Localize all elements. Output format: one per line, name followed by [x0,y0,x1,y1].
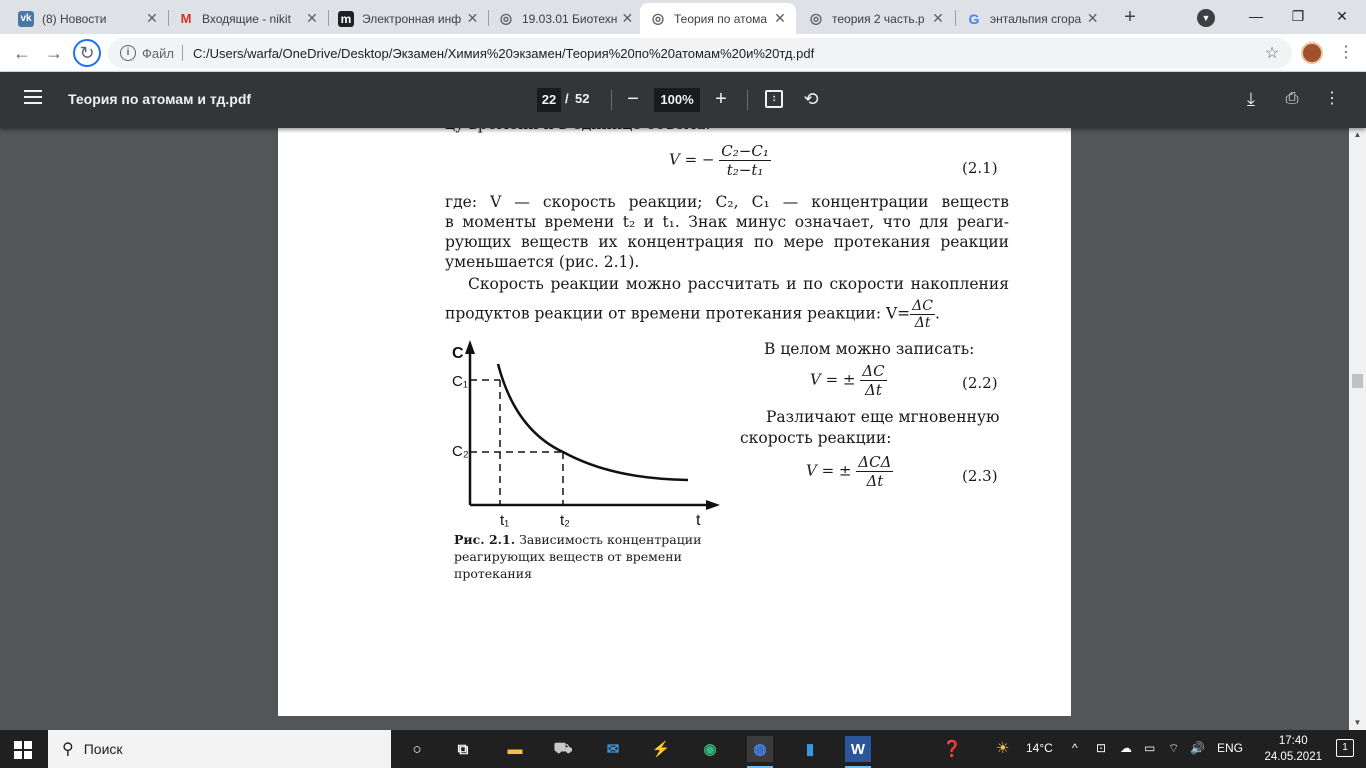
equation-number: (2.3) [962,467,998,485]
t2-label: t₂ [560,512,570,529]
equation-number: (2.2) [962,374,998,392]
page-total: 52 [575,91,590,106]
close-tab-icon[interactable]: ✕ [1086,10,1099,26]
tab-title: теория 2 часть.p [832,11,925,26]
battery-icon[interactable]: ▭ [1144,741,1156,755]
date: 24.05.2021 [1264,751,1322,763]
weather-temp[interactable]: 14°C [1026,741,1053,755]
caption-bold: Рис. 2.1. [454,532,516,547]
denominator: t₂−t₁ [726,161,764,179]
text-line: скорость реакции: [740,429,892,447]
denominator: Δt [865,381,882,399]
toolbar-divider [611,90,612,110]
denominator: Δt [866,472,884,490]
close-window-button[interactable]: ✕ [1336,8,1348,24]
eq-lhs: V = ± [806,461,852,480]
scroll-thumb[interactable] [1352,374,1363,388]
tab-gmail[interactable] [168,3,328,34]
y-axis-label: C [452,345,464,362]
info-icon[interactable]: i [120,45,136,61]
google-icon: G [968,10,980,27]
tab-title: (8) Новости [42,11,107,26]
text-line: Различают еще мгновенную [766,408,1000,426]
print-icon[interactable]: ⎙ [1285,90,1299,107]
hamburger-menu-icon[interactable] [24,90,42,110]
close-tab-icon[interactable]: ✕ [774,10,786,26]
fit-page-icon[interactable]: ↕ [765,90,783,108]
close-tab-icon[interactable]: ✕ [932,10,944,26]
denominator: Δt [914,315,931,331]
profile-avatar[interactable] [1301,42,1323,64]
zoom-input[interactable]: 100% [654,88,700,112]
word-icon[interactable]: W [845,736,871,762]
app-icon[interactable]: ⚡ [651,741,671,758]
tab-title: Электронная инф [362,11,462,26]
chrome-icon[interactable]: ◍ [747,736,773,762]
download-icon[interactable]: ⤓ [1247,89,1255,109]
toolbar-divider [747,90,748,110]
m-icon: m [338,11,354,27]
clock[interactable] [1264,733,1322,765]
pdf-title: Теория по атомам и тд.pdf [68,91,252,107]
fraction [860,362,886,399]
numerator: ΔCΔ [858,453,892,471]
eq-lhs: V = ± [810,370,856,389]
scroll-down-arrow[interactable]: ▼ [1353,718,1362,727]
text-span: . [935,304,940,323]
tab-strip [0,0,1366,34]
pdf-viewer[interactable] [0,128,1366,730]
tab-biotech[interactable] [488,3,640,34]
close-tab-icon[interactable]: ✕ [306,10,318,26]
y-axis-arrow [465,340,475,354]
text-line: где: V — скорость реакции; C₂, C₁ — концентрации веществ [445,193,1009,211]
tab-title: 19.03.01 Биотехн [522,11,618,26]
task-view-icon[interactable]: ⧉ [457,740,469,758]
text-line: Скорость реакции можно рассчитать и по скорости накопления [468,275,1009,293]
text-line [445,298,940,331]
close-tab-icon[interactable]: ✕ [146,10,158,26]
back-button[interactable]: ← [13,43,31,63]
fraction [910,298,935,331]
tab-title: энтальпия сгора [990,11,1082,26]
text-line: уменьшается (рис. 2.1). [445,253,640,271]
vertical-scrollbar[interactable] [1349,128,1366,730]
equation-number: (2.1) [962,159,998,177]
chrome-menu-icon[interactable]: ⋮ [1338,44,1354,61]
url-text[interactable]: C:/Users/warfa/OneDrive/Desktop/Экзамен/Химия%20экзамен/Теория%20по%20атомам%20и%20тд.pdf [192,45,815,61]
caption-line: протекания [454,566,532,581]
tab-electronic[interactable] [328,3,488,34]
fraction [856,453,893,490]
search-placeholder: Поиск [83,741,123,757]
tab-search-icon[interactable]: ▼ [1197,9,1215,27]
text-span: продуктов реакции от времени протекания реакции: V= [445,304,911,323]
new-tab-button[interactable]: + [1124,6,1136,28]
caption-line: реагирующих веществ от времени [454,549,682,564]
globe-icon: ◎ [499,10,513,26]
text-line: В целом можно записать: [764,340,975,358]
numerator: C₂−C₁ [721,142,769,160]
page-number-input[interactable]: 22 [537,88,561,112]
address-bar[interactable] [108,38,1292,68]
language-indicator[interactable]: ENG [1217,741,1244,755]
phone-icon[interactable]: ▮ [805,741,815,758]
tab-vk-news[interactable] [8,3,168,34]
minimize-button[interactable]: — [1249,8,1263,24]
pdf-toolbar [0,72,1366,128]
rotate-icon[interactable]: ⟲ [803,89,819,109]
more-actions-icon[interactable]: ⋮ [1324,90,1340,107]
tab-title: Входящие - nikit [202,11,291,26]
file-explorer-icon[interactable]: ▬ [507,740,523,758]
globe-icon: ◎ [809,10,823,26]
tab-theory-part2[interactable] [798,3,954,34]
mail-icon[interactable]: ✉ [606,741,620,758]
c1-label: C₁ [452,373,468,390]
text-line: в моменты времени t₂ и t₁. Знак минус означает, что для реаги- [445,213,1009,231]
zoom-in-button[interactable]: + [715,88,727,110]
reload-button[interactable]: ↻ [73,39,101,67]
volume-icon[interactable]: 🔊 [1190,741,1205,755]
figure-caption [454,531,701,582]
tab-theory-atoms[interactable] [640,3,796,34]
weather-icon[interactable]: ☀ [996,740,1010,757]
taskbar-search[interactable] [48,730,391,768]
equation-2-2 [810,362,887,399]
onedrive-icon[interactable]: ☁ [1120,741,1132,755]
search-icon: ⚲ [62,741,74,758]
scroll-up-arrow[interactable]: ▲ [1353,130,1362,139]
wifi-icon[interactable]: ⌔ [1168,741,1180,755]
vk-icon: vk [18,11,34,27]
url-scheme: Файл [142,45,174,61]
restore-button[interactable]: ❐ [1291,8,1305,24]
concentration-graph [448,338,723,533]
store-icon[interactable]: ⛟ [553,739,573,757]
windows-taskbar [0,730,1366,768]
gmail-icon: M [180,11,192,26]
zoom-out-button[interactable]: − [627,88,639,110]
close-tab-icon[interactable]: ✕ [621,10,634,26]
eq-lhs: V = − [669,150,715,169]
globe-icon: ◎ [651,10,665,26]
x-axis-arrow [706,500,720,510]
notifications-icon[interactable]: 1 [1336,739,1354,757]
tray-chevron-icon[interactable]: ^ [1072,741,1078,755]
caption-line [454,531,701,548]
tray-app-icon[interactable]: ⊡ [1096,741,1107,755]
equation-2-1 [669,142,771,179]
x-axis-label: t [696,512,701,529]
fraction [719,142,771,179]
text-line: рующих веществ их концентрация по мере протекания реакции [445,233,1009,251]
edge-icon[interactable]: ◉ [703,741,717,758]
forward-button[interactable]: → [45,43,63,63]
t1-label: t₁ [500,512,510,529]
numerator: ΔC [862,362,885,380]
numerator: ΔC [912,298,933,314]
equation-2-3 [806,453,893,490]
divider [182,45,183,61]
c2-label: C₂ [452,443,469,460]
bookmark-star-icon[interactable]: ☆ [1264,45,1280,62]
concentration-curve [498,364,688,480]
page-separator: / [565,91,569,106]
tab-google-enthalpy[interactable] [956,3,1108,34]
help-icon[interactable]: ❓ [942,741,962,758]
browser-toolbar [0,34,1366,72]
tab-title: Теория по атома [674,11,768,26]
pdf-page [278,118,1071,716]
windows-start-icon[interactable] [14,741,32,759]
cortana-icon[interactable]: ○ [412,740,422,758]
close-tab-icon[interactable]: ✕ [466,10,479,26]
caption-text: Зависимость концентрации [515,532,702,547]
time: 17:40 [1278,735,1308,747]
